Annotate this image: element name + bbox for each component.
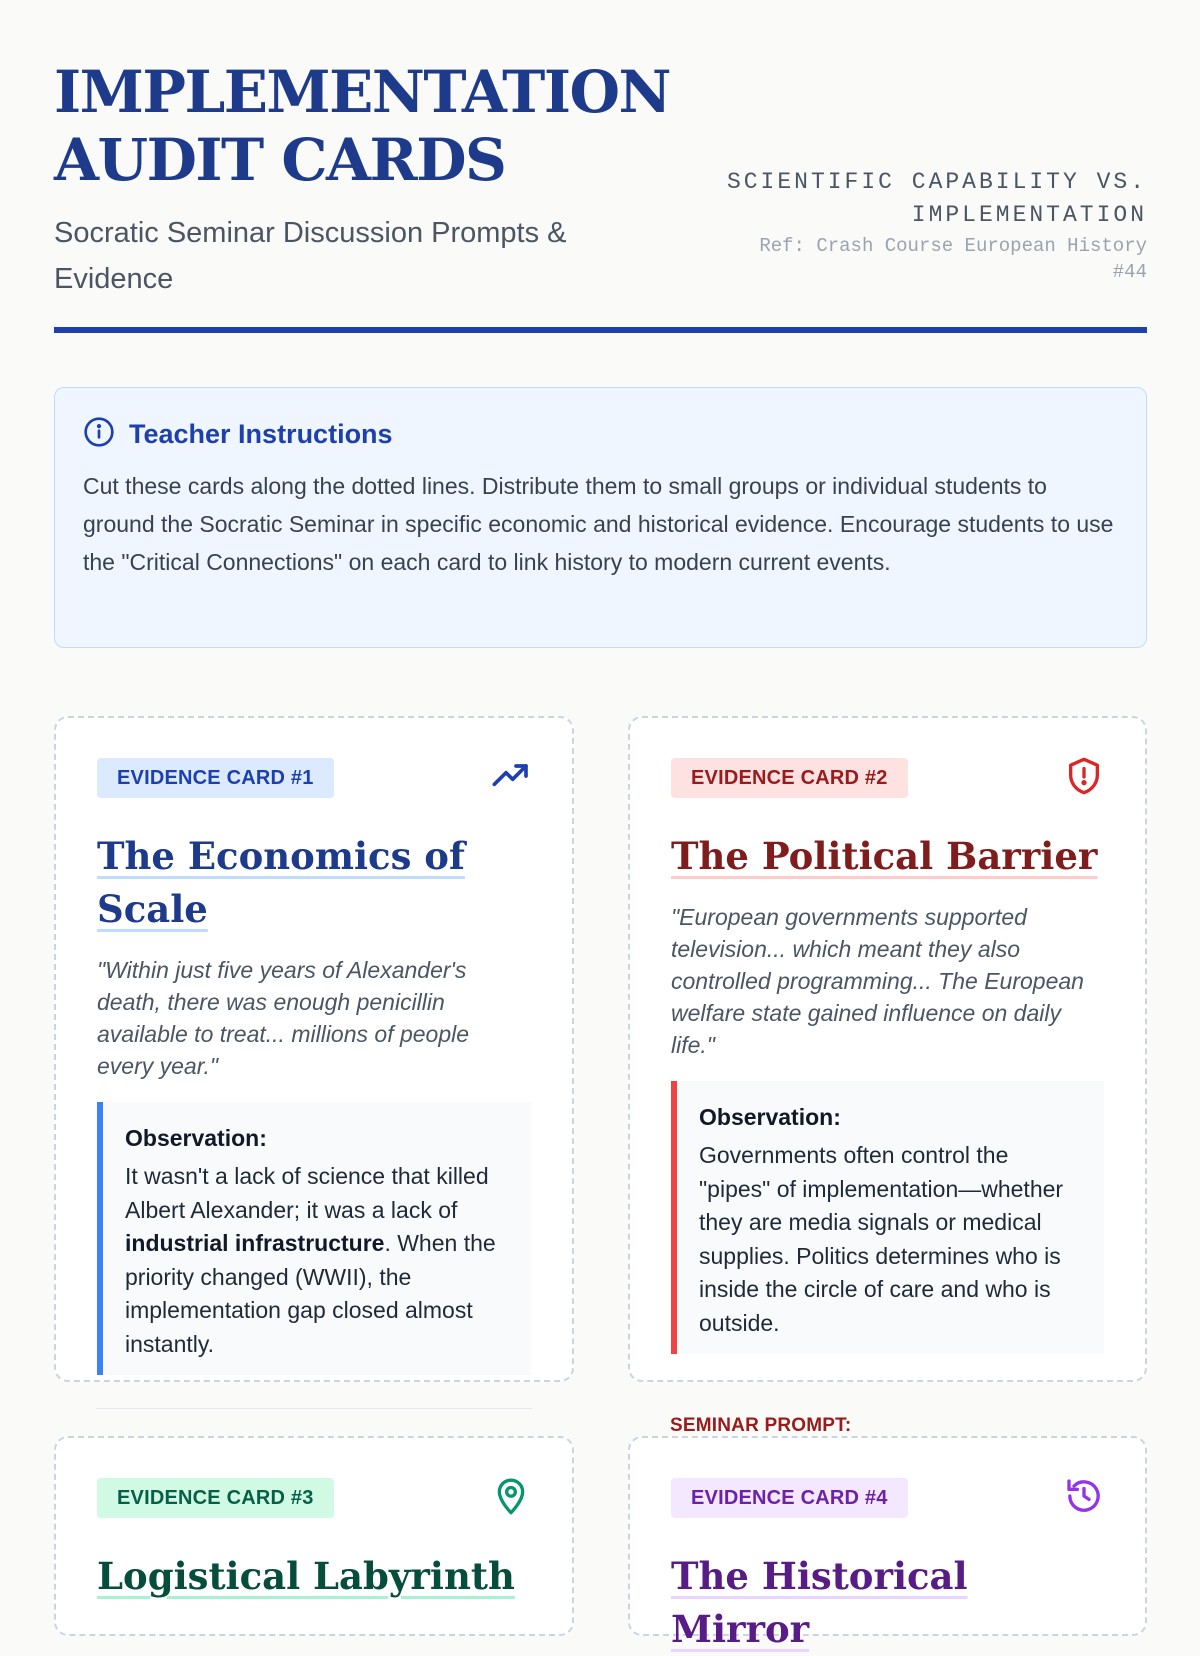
card-tag: EVIDENCE CARD #4 bbox=[671, 1478, 908, 1518]
trending-up-icon bbox=[491, 756, 531, 801]
header-meta bbox=[717, 166, 1147, 285]
evidence-card-3 bbox=[54, 1436, 574, 1636]
card-tag: EVIDENCE CARD #2 bbox=[671, 758, 908, 798]
observation-box bbox=[671, 1081, 1104, 1354]
observation-label: Observation: bbox=[699, 1104, 841, 1130]
info-icon bbox=[83, 416, 115, 453]
map-pin-icon bbox=[491, 1476, 531, 1521]
card-tag: EVIDENCE CARD #3 bbox=[97, 1478, 334, 1518]
observation-text: Governments often control the "pipes" of implementation—whether they are media signals or medical supplies. Politics determines who is inside the circle of care and who is outside. bbox=[699, 1142, 1064, 1336]
meta-title: SCIENTIFIC CAPABILITY VS. IMPLEMENTATION bbox=[726, 169, 1147, 228]
observation-box bbox=[97, 1102, 531, 1375]
card-tag: EVIDENCE CARD #1 bbox=[97, 758, 334, 798]
page-header bbox=[54, 58, 1147, 334]
header-divider bbox=[54, 327, 1147, 333]
observation-text: It wasn't a lack of science that killed Albert Alexander; it was a lack of industrial infrastructure. When the priority changed (WWII), the implementation gap closed almost instantly. bbox=[125, 1163, 496, 1357]
page-subtitle: Socratic Seminar Discussion Prompts & Evidence bbox=[54, 217, 567, 295]
teacher-instructions bbox=[54, 387, 1147, 648]
card-quote: "European governments supported television... which meant they also controlled programming... The European welfare state gained influence on daily life." bbox=[671, 904, 1084, 1058]
card-quote: "Within just five years of Alexander's death, there was enough penicillin available to treat... millions of people every year." bbox=[97, 957, 470, 1079]
seminar-prompt-label: SEMINAR PROMPT: bbox=[670, 1415, 852, 1436]
evidence-card-2 bbox=[628, 716, 1147, 1382]
observation-label: Observation: bbox=[125, 1125, 267, 1151]
card-title: The Economics of Scale bbox=[97, 834, 465, 931]
evidence-card-4 bbox=[628, 1436, 1147, 1651]
shield-alert-icon bbox=[1064, 756, 1104, 801]
instructions-title: Teacher Instructions bbox=[129, 419, 393, 449]
instructions-body: Cut these cards along the dotted lines. Distribute them to small groups or individual students to ground the Socratic Seminar in specific economic and historical evidence. Encourage students to use the "Critical Connections" on each card to link history to modern current events. bbox=[83, 473, 1114, 575]
card-title: Logistical Labyrinth bbox=[97, 1554, 515, 1598]
history-icon bbox=[1064, 1476, 1104, 1521]
card-title: The Political Barrier bbox=[671, 834, 1098, 878]
card-title: The Historical Mirror bbox=[671, 1554, 968, 1651]
card-separator bbox=[96, 1408, 532, 1409]
evidence-card-1 bbox=[54, 716, 574, 1382]
page-title: IMPLEMENTATION AUDIT CARDS bbox=[54, 58, 671, 194]
meta-reference: Ref: Crash Course European History #44 bbox=[759, 235, 1147, 283]
